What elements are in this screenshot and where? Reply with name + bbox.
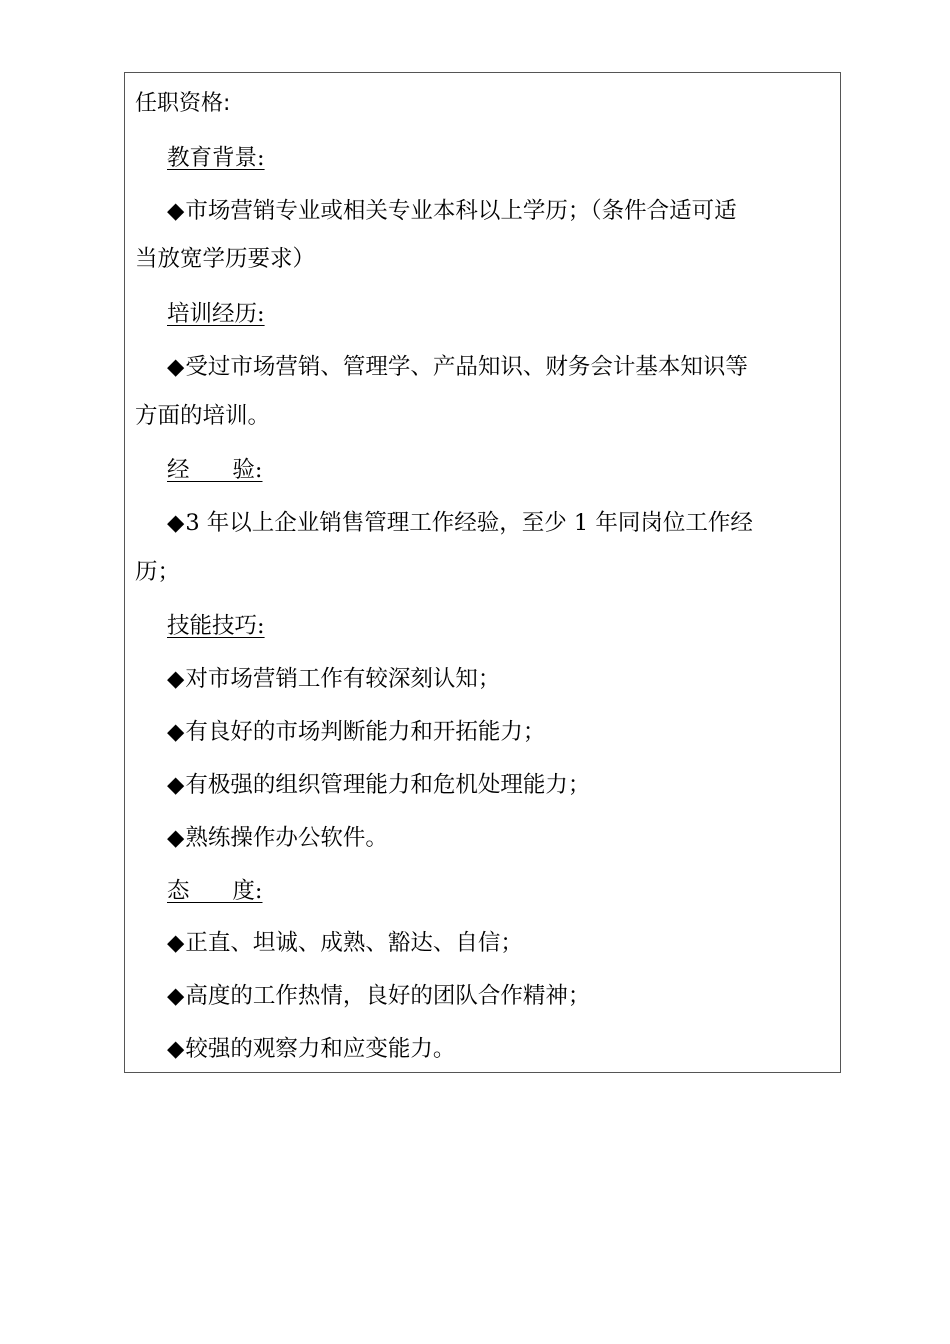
attitude-item-text: 高度的工作热情，良好的团队合作精神；	[185, 983, 591, 1009]
diamond-bullet-icon: ◆	[167, 719, 185, 745]
education-item	[167, 196, 737, 226]
training-item	[167, 352, 748, 382]
skills-item-text: 对市场营销工作有较深刻认知；	[185, 666, 501, 692]
skills-heading: 技能技巧:	[167, 613, 265, 639]
training-item-text-line2: 方面的培训。	[135, 403, 271, 429]
education-heading: 教育背景:	[167, 145, 265, 171]
diamond-bullet-icon: ◆	[167, 772, 185, 798]
experience-item	[167, 508, 753, 538]
skills-item	[167, 770, 590, 800]
experience-item-text-line2: 历；	[135, 559, 181, 585]
attitude-item-text: 正直、坦诚、成熟、豁达、自信；	[185, 930, 523, 956]
education-item-text-line2: 当放宽学历要求）	[135, 246, 316, 272]
skills-item	[167, 717, 545, 747]
attitude-item	[167, 1034, 455, 1064]
diamond-bullet-icon: ◆	[167, 354, 185, 380]
diamond-bullet-icon: ◆	[167, 1036, 185, 1062]
attitude-heading: 态 度:	[167, 878, 263, 904]
training-heading: 培训经历:	[167, 301, 265, 327]
attitude-item	[167, 981, 590, 1011]
attitude-item-text: 较强的观察力和应变能力。	[185, 1036, 456, 1062]
diamond-bullet-icon: ◆	[167, 198, 185, 224]
qualification-table-cell	[124, 72, 841, 1073]
diamond-bullet-icon: ◆	[167, 930, 185, 956]
diamond-bullet-icon: ◆	[167, 983, 185, 1009]
skills-item	[167, 664, 500, 694]
qualification-title: 任职资格:	[135, 91, 231, 116]
education-item-text-line1: 市场营销专业或相关专业本科以上学历；（条件合适可适	[185, 198, 737, 224]
skills-item	[167, 823, 388, 853]
training-item-text-line1: 受过市场营销、管理学、产品知识、财务会计基本知识等	[185, 354, 748, 380]
diamond-bullet-icon: ◆	[167, 825, 185, 851]
diamond-bullet-icon: ◆	[167, 666, 185, 692]
diamond-bullet-icon: ◆	[167, 510, 185, 536]
experience-item-text-line1: 3 年以上企业销售管理工作经验，至少 1 年同岗位工作经	[185, 510, 753, 536]
attitude-item	[167, 928, 523, 958]
skills-item-text: 有极强的组织管理能力和危机处理能力；	[185, 772, 591, 798]
skills-item-text: 有良好的市场判断能力和开拓能力；	[185, 719, 546, 745]
skills-item-text: 熟练操作办公软件。	[185, 825, 388, 851]
experience-heading: 经 验:	[167, 457, 263, 483]
